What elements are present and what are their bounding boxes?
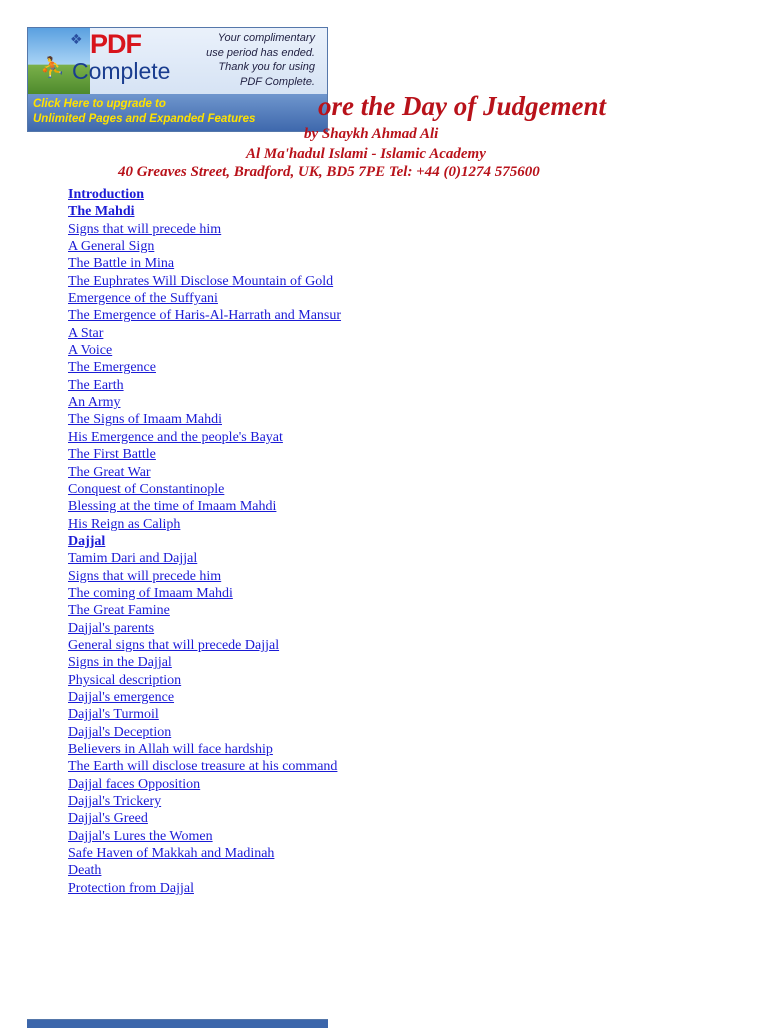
toc-item (68, 238, 341, 255)
toc-link[interactable]: Protection from Dajjal (68, 880, 194, 896)
toc-item (68, 446, 341, 463)
toc-link[interactable]: Blessing at the time of Imaam Mahdi (68, 499, 277, 515)
upgrade-line[interactable]: Unlimited Pages and Expanded Features (33, 113, 256, 125)
organization-name: Al Ma'hadul Islami - Islamic Academy (246, 146, 486, 162)
toc-link[interactable]: His Emergence and the people's Bayat (68, 429, 283, 445)
toc-item (68, 498, 341, 515)
toc-link[interactable]: General signs that will precede Dajjal (68, 637, 280, 653)
toc-link[interactable]: The Great War (68, 464, 151, 480)
toc-item (68, 810, 341, 827)
toc-link[interactable]: Death (68, 863, 102, 879)
toc-link[interactable]: Signs in the Dajjal (68, 655, 172, 671)
toc-item (68, 654, 341, 671)
toc-item (68, 377, 341, 394)
toc-link[interactable]: The Great Famine (68, 603, 170, 619)
toc-item (68, 741, 341, 758)
toc-link[interactable]: Dajjal's emergence (68, 689, 175, 705)
toc-link[interactable]: Signs that will precede him (68, 221, 222, 237)
toc-item (68, 862, 341, 879)
trial-notice (175, 31, 315, 89)
toc-item (68, 203, 341, 220)
toc-item (68, 359, 341, 376)
layers-icon: ❖ (70, 32, 83, 48)
author-byline: by Shaykh Ahmad Ali (304, 126, 439, 142)
toc-item (68, 845, 341, 862)
toc-item (68, 828, 341, 845)
toc-item (68, 516, 341, 533)
toc-link[interactable]: The Emergence of Haris-Al-Harrath and Mansur (68, 308, 342, 324)
toc-link[interactable]: Dajjal's Turmoil (68, 707, 159, 723)
toc-link[interactable]: The Signs of Imaam Mahdi (68, 412, 222, 428)
toc-item (68, 706, 341, 723)
document-title: ore the Day of Judgement (318, 91, 606, 121)
toc-section-link[interactable]: The Mahdi (68, 204, 135, 220)
toc-link[interactable]: The Emergence (68, 360, 156, 376)
toc-item (68, 273, 341, 290)
toc-link[interactable]: The Euphrates Will Disclose Mountain of Gold (68, 273, 334, 289)
toc-item (68, 481, 341, 498)
toc-item (68, 533, 341, 550)
toc-section-link[interactable]: Introduction (68, 187, 144, 202)
toc-item (68, 550, 341, 567)
toc-link[interactable]: A Star (68, 325, 104, 341)
toc-link[interactable]: Emergence of the Suffyani (68, 291, 218, 307)
notice-line: Your complimentary (217, 32, 315, 44)
notice-line: PDF Complete. (240, 75, 315, 88)
logo-complete-text: Complete (72, 58, 171, 84)
toc-link[interactable]: Signs that will precede him (68, 568, 222, 584)
banner-header (28, 28, 327, 94)
toc-link[interactable]: Dajjal's Greed (68, 811, 148, 827)
toc-item (68, 585, 341, 602)
toc-link[interactable]: Dajjal's Trickery (68, 794, 162, 810)
toc-item (68, 186, 341, 203)
toc-item (68, 290, 341, 307)
toc-item (68, 411, 341, 428)
toc-item (68, 672, 341, 689)
toc-link[interactable]: Dajjal's Lures the Women (68, 828, 213, 844)
toc-item (68, 255, 341, 272)
toc-link[interactable]: Dajjal faces Opposition (68, 776, 201, 792)
toc-item (68, 342, 341, 359)
toc-item (68, 221, 341, 238)
toc-link[interactable]: The Battle in Mina (68, 256, 175, 272)
toc-link[interactable]: Tamim Dari and Dajjal (68, 551, 198, 567)
toc-item (68, 689, 341, 706)
toc-link[interactable]: Dajjal's parents (68, 620, 155, 636)
notice-line: use period has ended. (206, 46, 315, 59)
toc-link[interactable]: Dajjal's Deception (68, 724, 172, 740)
toc-item (68, 464, 341, 481)
toc-item (68, 620, 341, 637)
toc-link[interactable]: The Earth will disclose treasure at his command (68, 759, 338, 775)
toc-item (68, 568, 341, 585)
toc-link[interactable]: An Army (68, 395, 121, 411)
toc-link[interactable]: A General Sign (68, 239, 155, 255)
person-silhouette-icon: ⛹ (40, 55, 65, 79)
toc-item (68, 429, 341, 446)
toc-item (68, 307, 341, 324)
logo-pdf-text: PDF (90, 29, 141, 59)
organization-address: 40 Greaves Street, Bradford, UK, BD5 7PE Tel: +44 (0)1274 575600 (118, 164, 540, 180)
upgrade-link[interactable] (28, 94, 327, 132)
toc-link[interactable]: Physical description (68, 672, 182, 688)
toc-item (68, 724, 341, 741)
toc-link[interactable]: Safe Haven of Makkah and Madinah (68, 846, 275, 862)
toc-item (68, 394, 341, 411)
toc-item (68, 758, 341, 775)
toc-link[interactable]: The First Battle (68, 447, 156, 463)
toc-item (68, 776, 341, 793)
notice-line: Thank you for using (218, 61, 315, 73)
toc-link[interactable]: The coming of Imaam Mahdi (68, 585, 233, 601)
toc-item (68, 637, 341, 654)
toc-item (68, 325, 341, 342)
toc-link[interactable]: Conquest of Constantinople (68, 481, 225, 497)
toc-link[interactable]: The Earth (68, 377, 124, 393)
toc-item (68, 602, 341, 619)
upgrade-line[interactable]: Click Here to upgrade to (33, 98, 166, 110)
toc-link[interactable]: His Reign as Caliph (68, 516, 181, 532)
toc-link[interactable]: A Voice (68, 343, 113, 359)
toc-section-link[interactable]: Dajjal (68, 533, 106, 549)
toc-item (68, 880, 341, 897)
pdf-complete-banner[interactable] (27, 27, 328, 132)
toc-item (68, 793, 341, 810)
toc-link[interactable]: Believers in Allah will face hardship (68, 742, 273, 757)
table-of-contents (68, 186, 341, 897)
